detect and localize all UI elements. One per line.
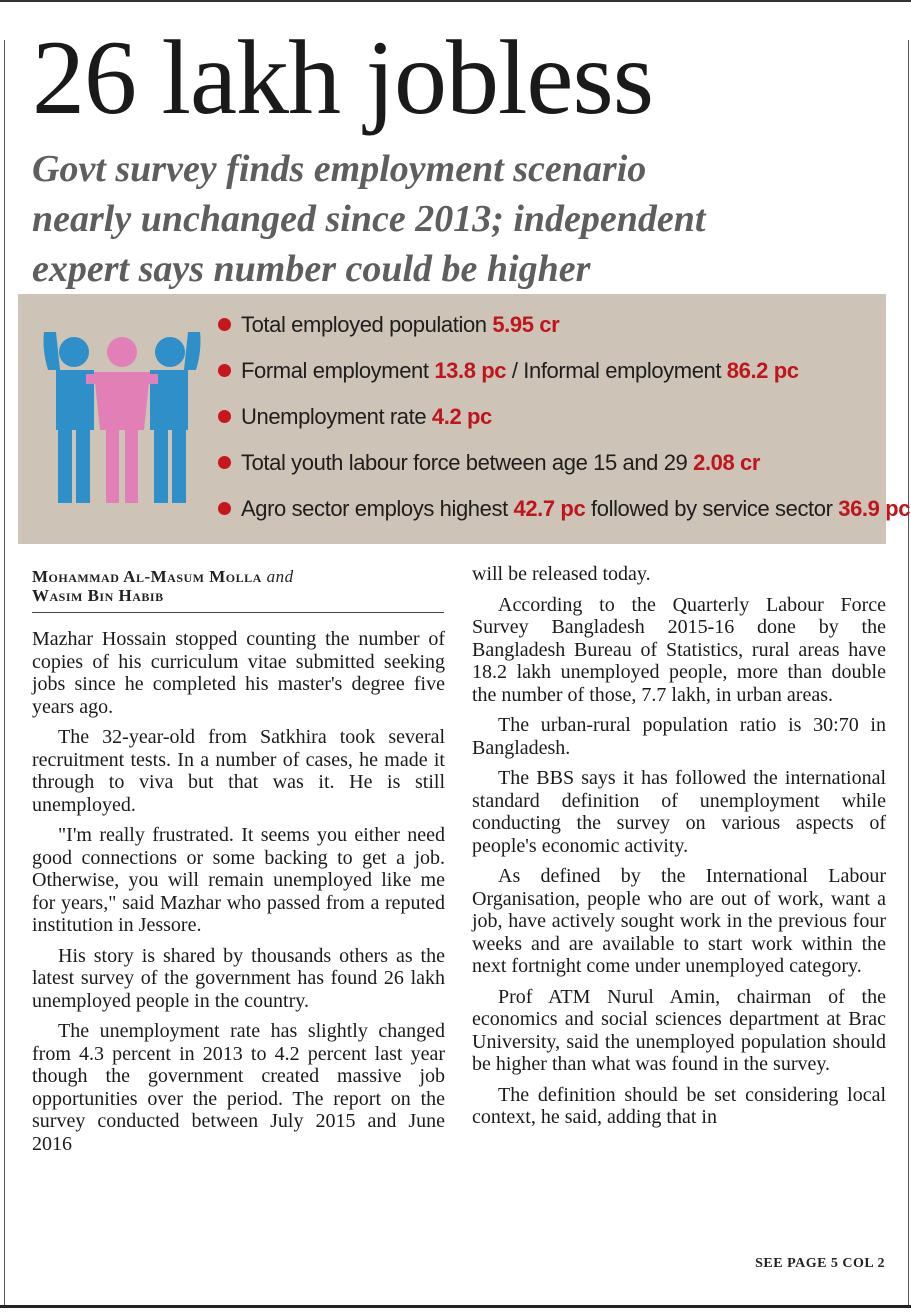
paragraph: will be released today. [472,563,651,585]
byline-conjunction: and [266,567,294,586]
top-rule [0,0,911,2]
byline [32,567,452,605]
fact-value: 42.7 pc [513,496,586,521]
byline-divider [32,612,444,613]
article-column-1 [32,628,445,1163]
fact-item [218,356,910,386]
subheadline-line: expert says number could be higher [32,248,591,290]
fact-value: 2.08 cr [693,450,761,475]
people-group-icon [42,330,202,505]
bullet-icon [218,410,231,423]
byline-author: Mohammad Al-Masum Molla [32,567,262,586]
fact-list [218,310,910,540]
fact-label: Formal employment [241,358,429,383]
paragraph: The BBS says it has followed the international standard definition of unemployment while conducting the survey on various aspects of people's economic activity. [472,767,886,857]
subheadline-line: Govt survey finds employment scenario [32,148,647,190]
fact-label: followed by service sector [591,496,833,521]
fact-value: 5.95 cr [492,312,560,337]
paragraph: As defined by the International Labour Organisation, people who are out of work, want a job, have actively sought work in the previous four weeks and are available to start work within the next fortnight come under unemployed category. [472,865,886,977]
paragraph: His story is shared by thousands others as the latest survey of the government has found 26 lakh unemployed people in the country. [32,944,445,1012]
byline-author: Wasim Bin Habib [32,586,164,605]
bottom-rule [0,1305,911,1308]
fact-value: 4.2 pc [431,404,492,429]
fact-item [218,402,910,432]
fact-item [218,310,910,340]
subheadline [32,144,892,294]
fact-label: Informal employment [523,358,722,383]
fact-box [18,294,911,544]
fact-item [218,448,910,478]
bullet-icon [218,456,231,469]
paragraph: The urban-rural population ratio is 30:70 in Bangladesh. [472,714,886,759]
paragraph: Mazhar Hossain stopped counting the number of copies of his curriculum vitae submitted seeking jobs since he completed his master's degree five years ago. [32,628,445,718]
left-rule [4,40,5,1305]
paragraph: Prof ATM Nurul Amin, chairman of the economics and social sciences department at Brac University, said the unemployed population should be higher than what was found in the survey. [472,985,886,1075]
bullet-icon [218,502,231,515]
paragraph: According to the Quarterly Labour Force Survey Bangladesh 2015-16 done by the Bangladesh Bureau of Statistics, rural areas have 18.2 lakh unemployed people, more than double the number of those, 7.7 lakh, in urban areas. [472,593,886,706]
fact-value: 86.2 pc [726,358,799,383]
subheadline-line: nearly unchanged since 2013; independent [32,198,706,240]
bullet-icon [218,318,231,331]
paragraph: The definition should be set considering local context, he said, adding that in [472,1083,886,1128]
fact-label: Unemployment rate [241,404,427,429]
fact-value: 13.8 pc [434,358,507,383]
article-column-2 [472,563,886,1137]
right-rule [908,40,909,1305]
paragraph: The 32-year-old from Satkhira took several recruitment tests. In a number of cases, he made it through to viva but that was it. He is still unemployed. [32,726,445,816]
headline: 26 lakh jobless [32,19,653,136]
fact-label: Agro sector employs highest [241,496,508,521]
continuation-note: SEE PAGE 5 COL 2 [755,1256,885,1271]
fact-separator: / [506,358,524,383]
fact-item [218,494,910,524]
fact-label: Total employed population [241,312,487,337]
bullet-icon [218,364,231,377]
fact-label: Total youth labour force between age 15 and 29 [241,450,688,475]
paragraph: "I'm really frustrated. It seems you either need good connections or some backing to get a job. Otherwise, you will remain unemployed like me for years," said Mazhar who passed from a reputed institution in Jessore. [32,824,445,936]
paragraph: The unemployment rate has slightly changed from 4.3 percent in 2013 to 4.2 percent last year though the government created massive job opportunities over the period. The report on the survey conducted between July 2015 and June 2016 [32,1020,445,1155]
fact-value: 36.9 pc [838,496,911,521]
